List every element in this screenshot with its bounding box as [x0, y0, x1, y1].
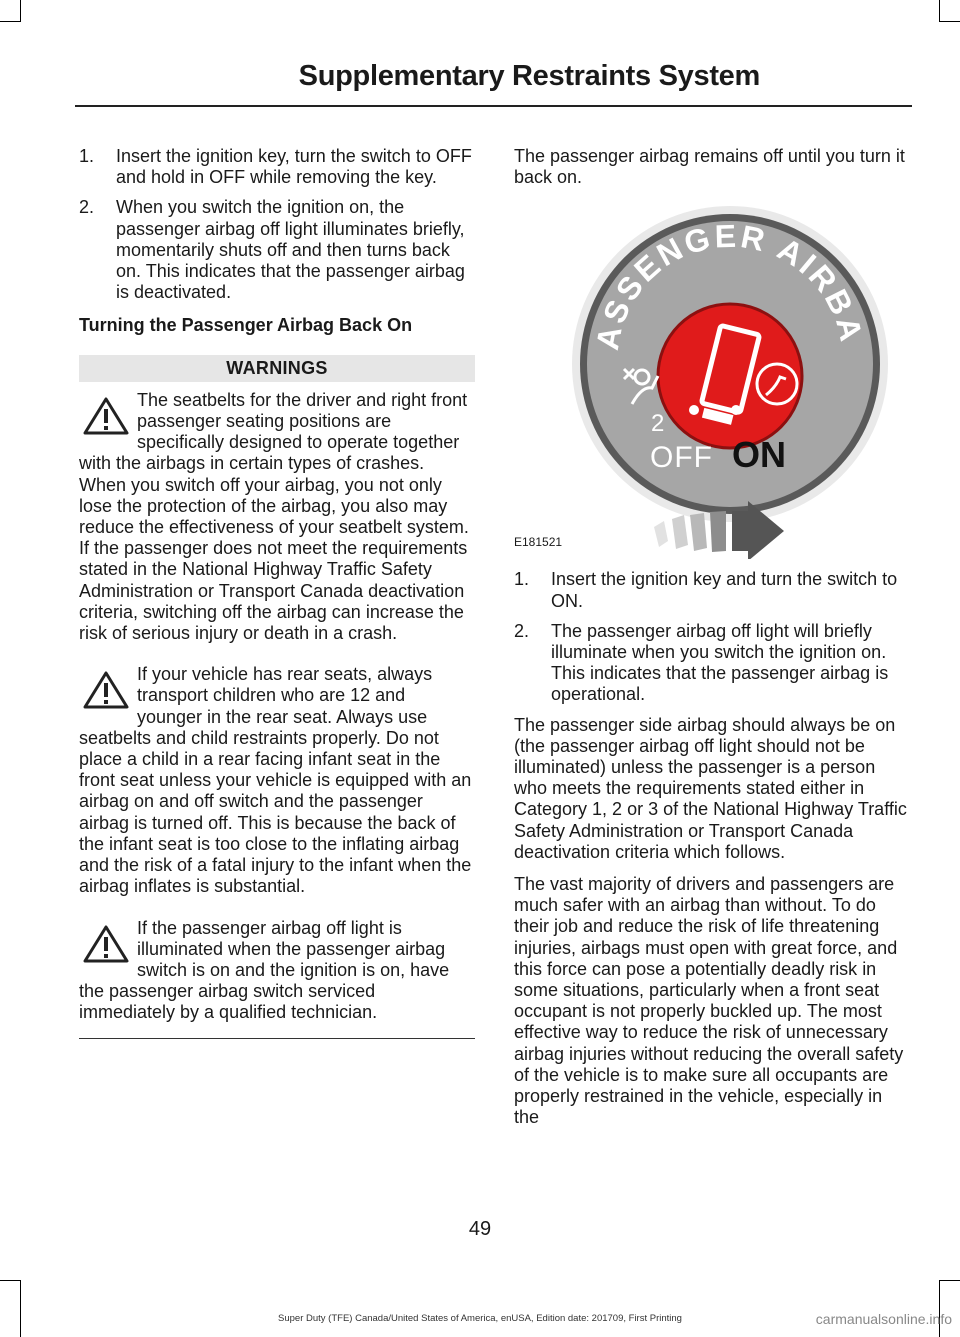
warning-item	[79, 918, 475, 1024]
crop-mark	[0, 21, 21, 22]
left-column	[79, 146, 475, 1039]
warning-triangle-icon	[83, 670, 129, 710]
airbag-switch-figure	[514, 199, 910, 559]
warnings-box	[79, 355, 475, 1039]
crop-mark	[939, 1280, 940, 1337]
step-number: 2.	[79, 197, 95, 218]
on-label: ON	[732, 434, 786, 476]
crop-mark	[939, 0, 940, 22]
indicator-dot	[731, 405, 741, 415]
header-rule	[75, 105, 912, 107]
crop-mark	[0, 1280, 21, 1281]
activation-steps	[514, 569, 910, 705]
right-column	[514, 146, 910, 1139]
list-item	[79, 197, 475, 303]
crop-mark	[939, 21, 960, 22]
warning-text: The seatbelts for the driver and right front passenger seating positions are specifically designed to operate together with the airbags in certain types of crashes. When you switch off your airbag, you not only lose the protection of the airbag, you also may reduce the effectiveness of your seatbelt system. If the passenger does not meet the requirements stated in the National Highway Traffic Safety Administration or Transport Canada deactivation criteria, switching off the airbag can increase the risk of serious injury or death in a crash.	[79, 389, 469, 644]
crop-mark	[939, 1280, 960, 1281]
warning-triangle-icon	[83, 924, 129, 964]
dial-arc-textpath: ASSENGER AIRBA	[588, 218, 871, 354]
list-item	[514, 569, 910, 611]
watermark: carmanualsonline.info	[815, 1311, 952, 1327]
warning-item	[79, 390, 475, 644]
page-title: Supplementary Restraints System	[298, 60, 760, 92]
step-number: 1.	[79, 146, 95, 166]
warning-text: If the passenger airbag off light is illuminated when the passenger airbag switch is on and the ignition is on, have the passenger airbag switch serviced immediately by a qualified technician.	[79, 917, 450, 1023]
crop-mark	[20, 1280, 21, 1337]
page-number: 49	[468, 1218, 492, 1240]
warning-triangle-icon	[83, 396, 129, 436]
figure-id: E181521	[514, 535, 563, 550]
step-text: Insert the ignition key, turn the switch to OFF and hold in OFF while removing the key.	[116, 146, 472, 188]
airbag-switch-illustration	[514, 199, 910, 559]
indicator-dot	[689, 405, 699, 415]
body-paragraph: The passenger side airbag should always be on (the passenger airbag off light should not be illuminated) unless the passenger is a person who meets the requirements stated either in Category 1, 2 or 3 of the National Highway Traffic Safety Administration or Transport Canada deactivation criteria which follows.	[514, 714, 907, 862]
deactivation-steps	[79, 146, 475, 303]
body-paragraph: The vast majority of drivers and passengers are much safer with an airbag than without. To do their job and reduce the risk of life threatening injuries, airbags must open with great force, and this force can pose a potentially deadly risk in some situations, particularly when a front seat occupant is not properly buckled up. The most effective way to reduce the risk of unnecessary airbag injuries without reducing the overall safety of the vehicle is to make sure all occupants are properly restrained in the vehicle, especially in the	[514, 874, 904, 1128]
step-number: 1.	[514, 569, 530, 590]
warning-item	[79, 664, 475, 897]
list-item	[79, 146, 475, 188]
off-label: OFF	[650, 441, 713, 475]
step-text: The passenger airbag off light will briefly illuminate when you switch the ignition on. This indicates that the passenger airbag is operational.	[551, 620, 889, 705]
crop-mark	[20, 0, 21, 22]
footer-text: Super Duty (TFE) Canada/United States of America, enUSA, Edition date: 201709, First Printing	[278, 1313, 682, 1324]
step-text: Insert the ignition key and turn the switch to ON.	[551, 569, 898, 611]
section-heading: Turning the Passenger Airbag Back On	[79, 315, 413, 336]
position-number: 2	[651, 410, 665, 438]
intro-paragraph: The passenger airbag remains off until you turn it back on.	[514, 146, 905, 188]
step-text: When you switch the ignition on, the passenger airbag off light illuminates briefly, momentarily shuts off and then turns back on. This indicates that the passenger airbag is deactivated.	[116, 197, 465, 303]
step-number: 2.	[514, 620, 530, 641]
warning-text: If your vehicle has rear seats, always transport children who are 12 and younger in the rear seat. Always use seatbelts and child restraints properly. Do not place a child in a rear facing infant seat in the front seat unless your vehicle is equipped with an airbag on and off switch and the passenger airbag is turned off. This is because the back of the infant seat is too close to the inflating airbag and the risk of a fatal injury to the infant when the airbag inflates is substantial.	[79, 664, 472, 897]
warnings-title: WARNINGS	[79, 355, 475, 382]
list-item	[514, 621, 910, 706]
